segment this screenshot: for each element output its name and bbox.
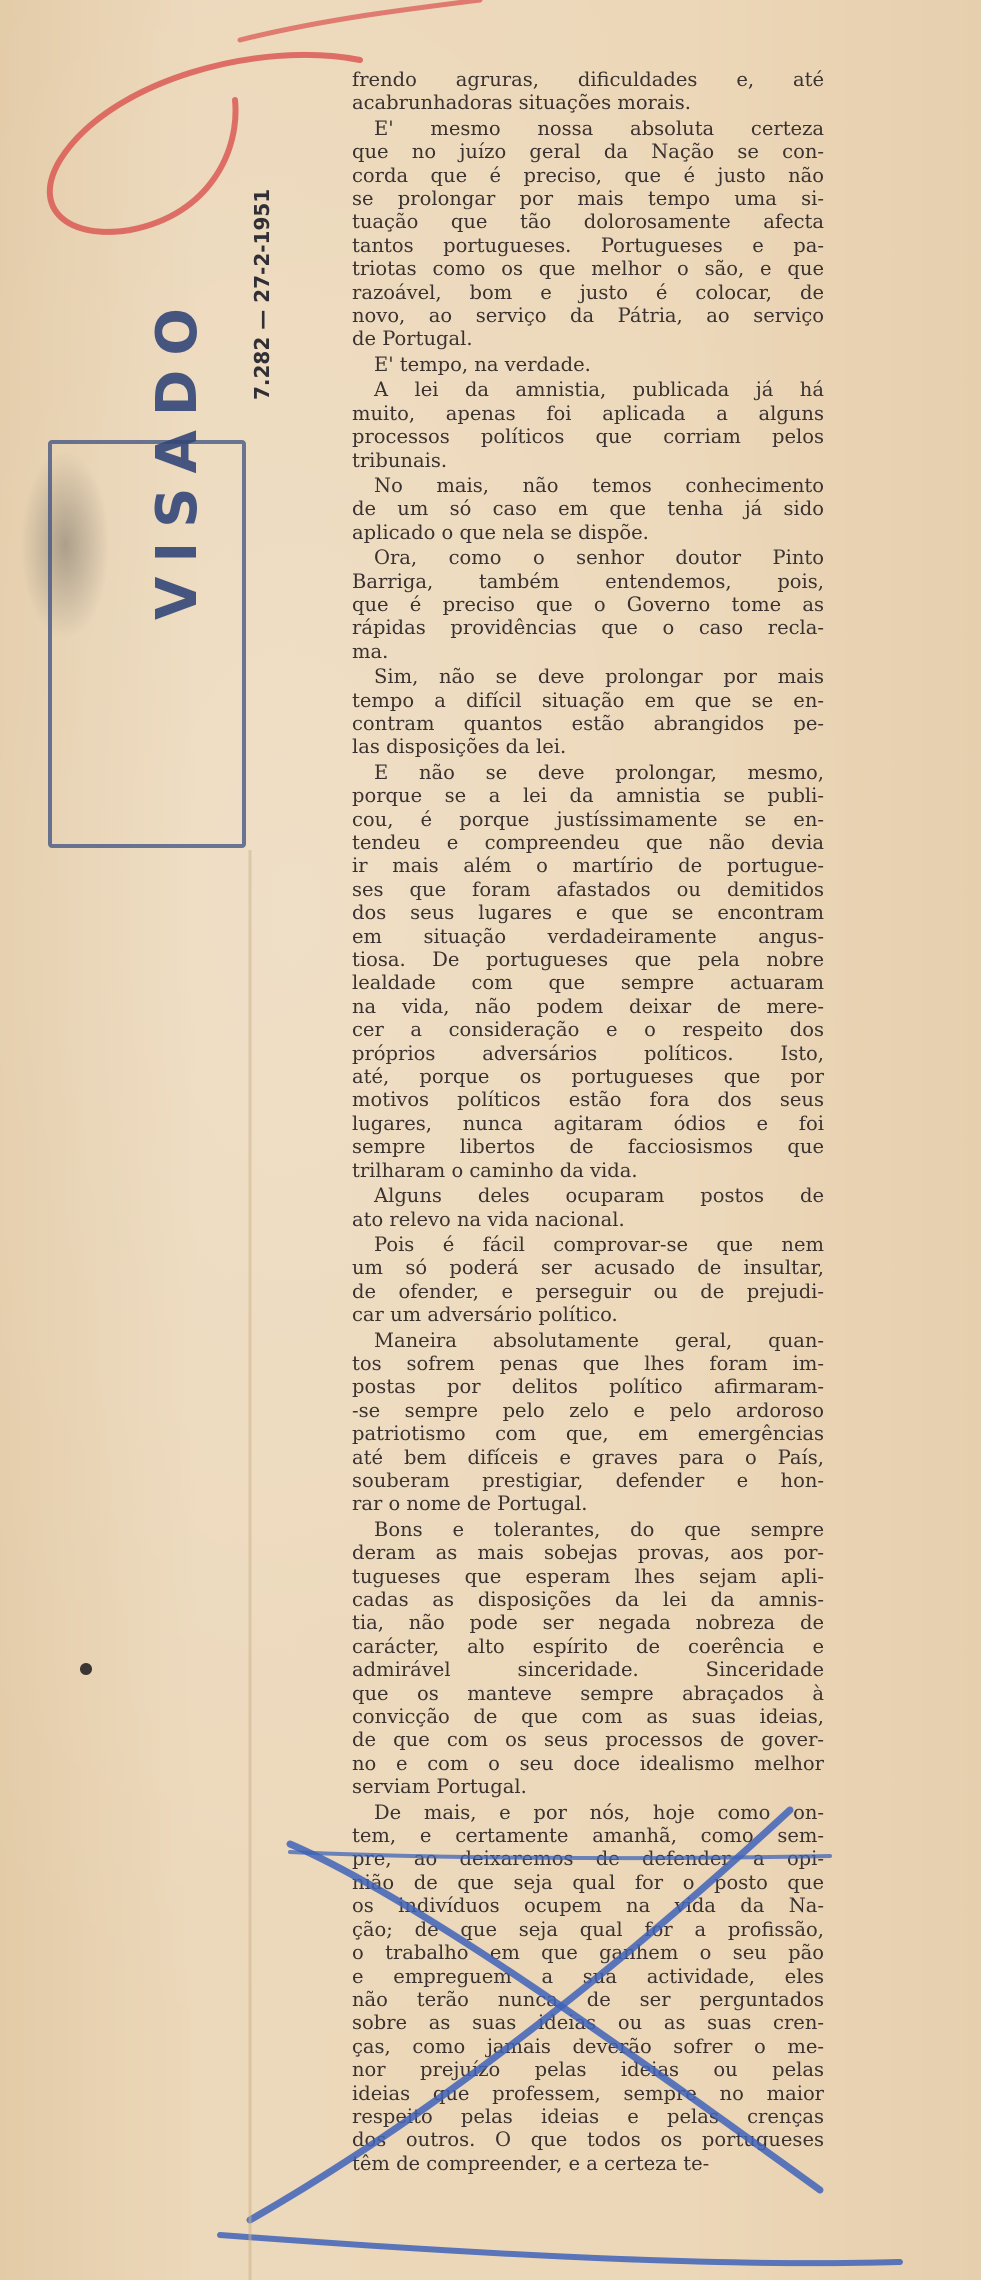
article-line: respeito pelas ideias e pelas crenças [352,2104,824,2128]
article-line: tuação que tão dolorosamente afecta [352,210,824,234]
article-line: tugueses que esperam lhes sejam apli- [352,1564,824,1588]
article-line: até, porque os portugueses que por [352,1065,824,1089]
article-line: nor prejuízo pelas ideias ou pelas [352,2058,824,2082]
article-line: rápidas providências que o caso recla- [352,616,824,640]
article-line: rar o nome de Portugal. [352,1492,588,1516]
article-line: -se sempre pelo zelo e pelo ardoroso [352,1398,824,1422]
article-line: razoável, bom e justo é colocar, de [352,280,824,304]
article-line: No mais, não temos conhecimento [374,473,824,497]
article-line: porque se a lei da amnistia se publi- [352,784,824,808]
article-line: dos outros. O que todos os portugueses [352,2128,824,2152]
article-line: tiosa. De portugueses que pela nobre [352,948,824,972]
article-line: não terão nunca de ser perguntados [352,1987,824,2011]
article-line: motivos políticos estão fora dos seus [352,1088,824,1112]
article-line: lugares, nunca agitaram ódios e foi [352,1111,824,1135]
article-line: car um adversário político. [352,1303,618,1327]
article-line: de ofender, e perseguir ou de prejudi- [352,1279,824,1303]
article-line: um só poderá ser acusado de insultar, [352,1256,824,1280]
article-line: cou, é porque justíssimamente se en- [352,807,824,831]
article-line: convicção de que com as suas ideias, [352,1705,824,1729]
article-line: tos sofrem penas que lhes foram im- [352,1351,824,1375]
article-line: frendo agruras, dificuldades e, até [352,68,824,91]
blue-underline-stroke [220,2235,900,2263]
article-line: tendeu e compreendeu que não devia [352,831,824,854]
article-line: De mais, e por nós, hoje como on- [374,1800,824,1824]
article-line: Alguns deles ocuparam postos de [374,1184,824,1208]
article-line: ideias que professem, sempre no maior [352,2081,824,2105]
article-line: tia, não pode ser negada nobreza de [352,1611,824,1635]
article-line: tantos portugueses. Portugueses e pa- [352,233,824,257]
article-line: ças, como jamais deverão sofrer o me- [352,2034,824,2058]
red-pencil-stroke [50,55,360,232]
article-line: aplicado o que nela se dispõe. [352,520,649,544]
article-line: tribunais. [352,448,448,472]
article-line: ção; de que seja qual for a profissão, [352,1917,824,1941]
article-line: cadas as disposições da lei da amnis- [352,1588,824,1611]
article-line: las disposições da lei. [352,735,567,759]
article-line: nião de que seja qual for o posto que [352,1870,824,1894]
stamp-date-line: 7.282 — 27-2-1951 [250,188,274,400]
article-line: que é preciso que o Governo tome as [352,592,824,616]
article-line: deram as mais sobejas provas, aos por- [352,1541,824,1565]
article-line: ato relevo na vida nacional. [352,1207,625,1231]
article-line: carácter, alto espírito de coerência e [352,1634,824,1658]
article-line: Bons e tolerantes, do que sempre [374,1517,824,1541]
article-line: que no juízo geral da Nação se con- [352,140,824,164]
article-line: triotas como os que melhor o são, e que [352,257,824,281]
visado-stamp: VISADO [145,294,210,620]
article-line: Pois é fácil comprovar-se que nem [374,1232,824,1256]
article-line: ses que foram afastados ou demitidos [352,877,824,901]
article-line: postas por delitos político afirmaram- [352,1375,824,1399]
article-line: Sim, não se deve prolongar por mais [374,665,824,689]
blue-cross-stroke-2 [250,1810,790,2220]
article-line: próprios adversários políticos. Isto, [352,1041,824,1065]
article-line: contram quantos estão abrangidos pe- [352,711,824,735]
article-line: sobre as suas ideias ou as suas cren- [352,2011,824,2035]
article-line: A lei da amnistia, publicada já há [374,378,824,402]
article-line: pre, ao deixaremos de defender a opi- [352,1847,824,1871]
article-line: admirável sinceridade. Sinceridade [352,1658,824,1682]
article-line: de Portugal. [352,327,473,351]
article-line: tem, e certamente amanhã, como sem- [352,1824,824,1848]
article-line: E' tempo, na verdade. [374,352,591,376]
article-line: trilharam o caminho da vida. [352,1158,638,1182]
article-line: no e com o seu doce idealismo melhor [352,1751,824,1775]
article-line: Maneira absolutamente geral, quan- [374,1328,824,1352]
article-line: acabrunhadoras situações morais. [352,91,691,115]
article-line: souberam prestigiar, defender e hon- [352,1468,824,1492]
article-line: Barriga, também entendemos, pois, [352,569,824,593]
article-line: novo, ao serviço da Pátria, ao serviço [352,304,824,328]
article-line: se prolongar por mais tempo uma si- [352,187,824,211]
article-line: em situação verdadeiramente angus- [352,924,824,948]
article-line: e empreguem a sua actividade, eles [352,1964,824,1988]
article-line: E' mesmo nossa absoluta certeza [374,116,824,140]
article-line: na vida, não podem deixar de mere- [352,994,824,1018]
article-line: lealdade com que sempre actuaram [352,971,824,995]
blue-cross-stroke-1 [290,1844,820,2190]
article-line: processos políticos que corriam pelos [352,425,824,449]
article-line: ma. [352,639,389,663]
article-line: serviam Portugal. [352,1775,527,1799]
red-pencil-top-stroke [240,0,480,40]
article-line: dos seus lugares e que se encontram [352,901,824,925]
article-line: Ora, como o senhor doutor Pinto [374,546,824,570]
article-line: que os manteve sempre abraçados à [352,1681,824,1705]
article-line: corda que é preciso, que é justo não [352,163,824,187]
article-line: o trabalho em que ganhem o seu pão [352,1941,824,1965]
article-line: os indivíduos ocupem na vida da Na- [352,1894,824,1918]
article-line: cer a consideração e o respeito dos [352,1018,824,1042]
article-line: E não se deve prolongar, mesmo, [374,760,824,784]
article-line: têm de compreender, e a certeza te- [352,2151,710,2175]
article-line: de que com os seus processos de gover- [352,1728,824,1752]
article-line: sempre libertos de facciosismos que [352,1135,824,1159]
article-line: de um só caso em que tenha já sido [352,497,824,521]
article-line: até bem difíceis e graves para o País, [352,1445,824,1469]
article-line: tempo a difícil situação em que se en- [352,688,824,712]
article-line: patriotismo com que, em emergências [352,1422,824,1446]
blue-topline-stroke [290,1852,830,1858]
article-line: ir mais além o martírio de portugue- [352,854,824,878]
article-line: muito, apenas foi aplicada a alguns [352,401,824,425]
